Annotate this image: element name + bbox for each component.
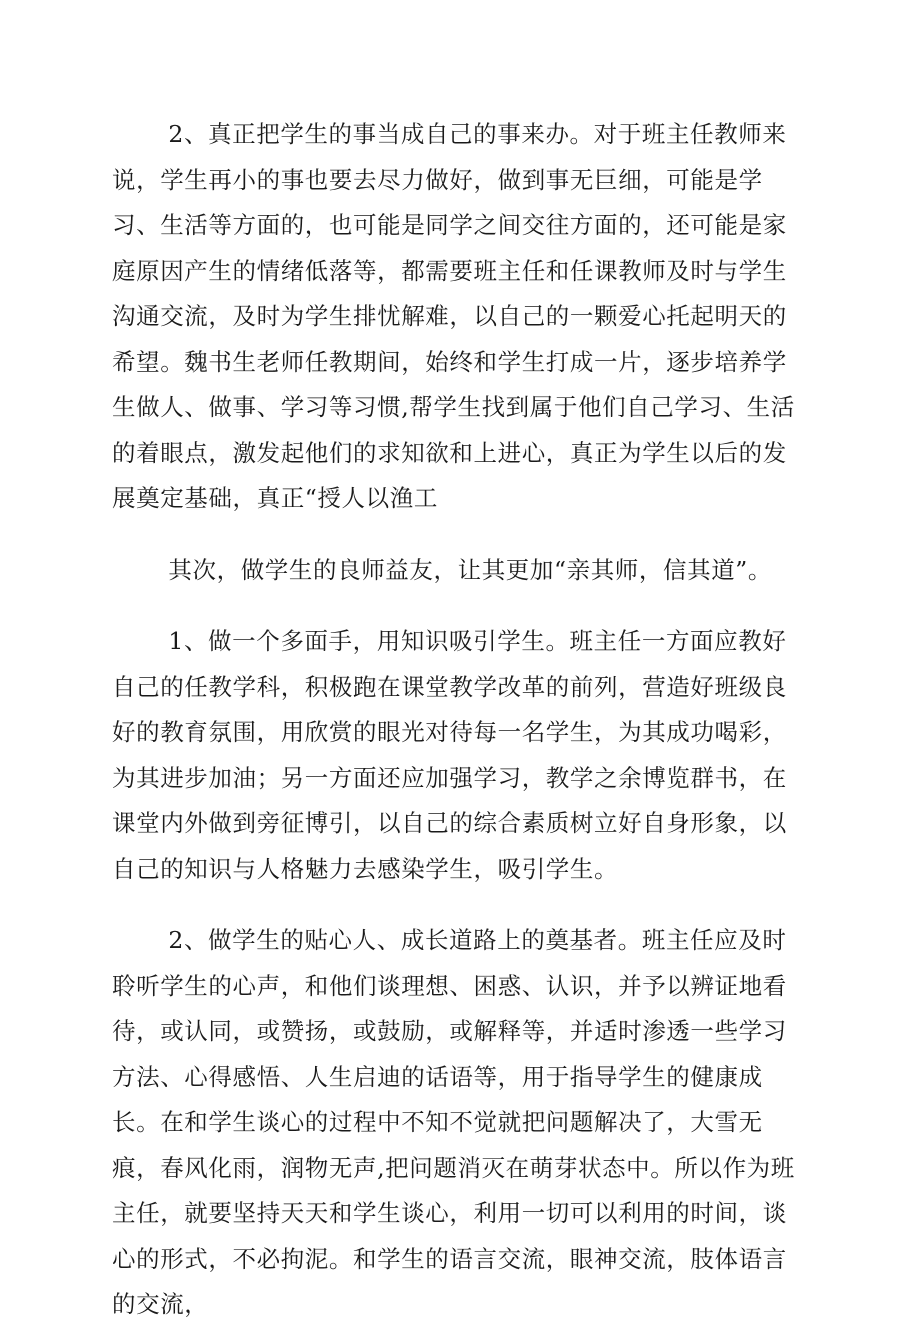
paragraph-mentor-friend-heading: 其次，做学生的良师益友，让其更加“亲其师，信其道”。 [168,555,773,584]
paragraph-caring-foundation: 2、做学生的贴心人、成长道路上的奠基者。班主任应及时聆听学生的心声，和他们谈理想、困惑、认识，并予以辨证地看待，或认同，或赞扬，或鼓励，或解释等，并适时渗透一些学习方法、心得感悟、人生启迪的话语等，用于指导学生的健康成长。在和学生谈心的过程中不知不觉就把问题解决了，大雪无痕，春风化雨，润物无声,把问题消灭在萌芽状态中。所以作为班主任，就要坚持天天和学生谈心，利用一切可以利用的时间，谈心的形式，不必拘泥。和学生的语言交流，眼神交流，肢体语言的交流， [112,926,795,1318]
paragraph-handle-student-affairs: 2、真正把学生的事当成自己的事来办。对于班主任教师来说，学生再小的事也要去尽力做好，做到事无巨细，可能是学习、生活等方面的，也可能是同学之间交往方面的，还可能是家庭原因产生的情绪低落等，都需要班主任和任课教师及时与学生沟通交流，及时为学生排忧解难，以自己的一颗爱心托起明天的希望。魏书生老师任教期间，始终和学生打成一片，逐步培养学生做人、做事、学习等习惯,帮学生找到属于他们自己学习、生活的着眼点，激发起他们的求知欲和上进心，真正为学生以后的发展奠定基础，真正“授人以渔工 [112,120,795,512]
document-body [112,112,802,1328]
paragraph-multi-skilled-teacher: 1、做一个多面手，用知识吸引学生。班主任一方面应教好自己的任教学科，积极跑在课堂教学改革的前列，营造好班级良好的教育氛围，用欣赏的眼光对待每一名学生，为其成功喝彩，为其进步加油；另一方面还应加强学习，教学之余博览群书，在课堂内外做到旁征博引，以自己的综合素质树立好自身形象，以自己的知识与人格魅力去感染学生，吸引学生。 [112,627,787,883]
